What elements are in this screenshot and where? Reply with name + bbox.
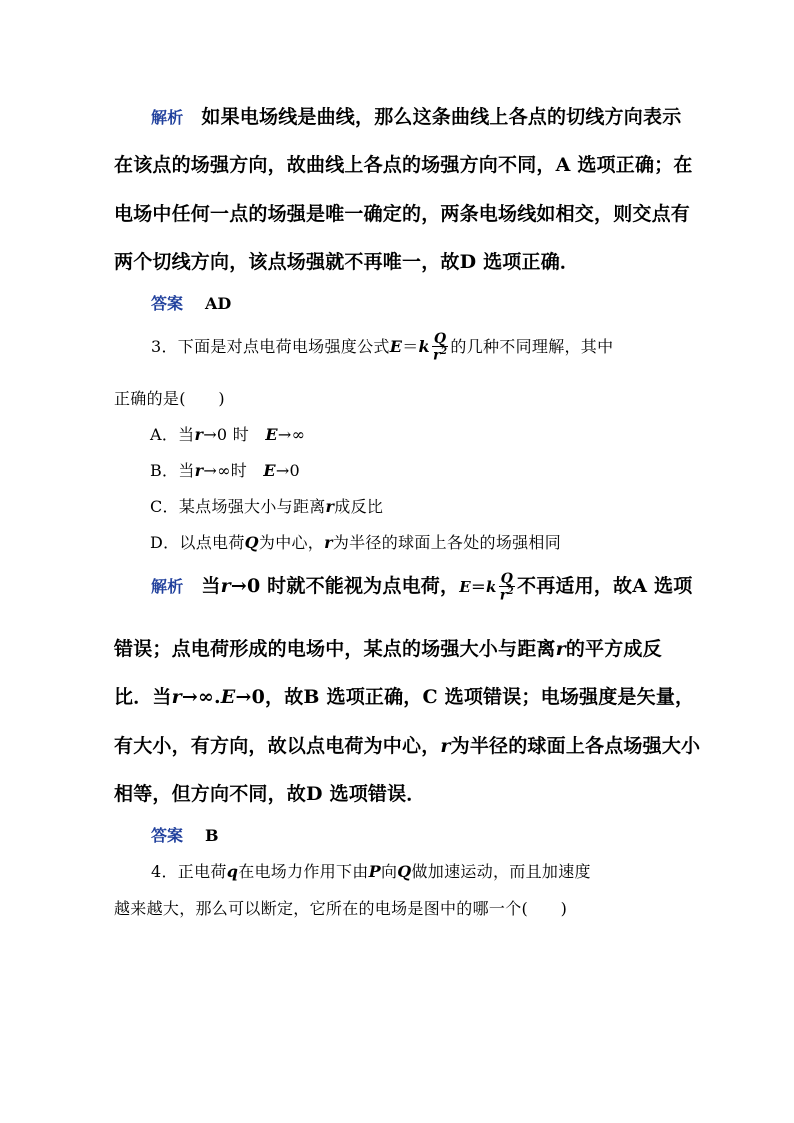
answer-label: 答案: [151, 294, 184, 313]
q3-stem-pre: 3．下面是对点电荷电场强度公式: [151, 336, 390, 356]
q3-formula-k: k: [418, 336, 430, 356]
q2-answer-line: [151, 291, 231, 314]
q3-formula-fraction: [432, 332, 449, 363]
q3-answer-value: B: [205, 826, 219, 845]
q3-frac-den: $r^2$: [433, 347, 448, 364]
q3-frac-num: Q: [433, 331, 447, 347]
q3-analysis-fraction: $\frac{Q}{r^2}$: [499, 570, 514, 604]
q3-analysis-line-1: 解析 当r→0 时就不能视为点电荷，E＝k $\frac{Q}{r^2}$ 不再适用，故A 选项: [151, 570, 693, 604]
q2-analysis-line-2: 在该点的场强方向，故曲线上各点的场强方向不同，A 选项正确；在: [114, 154, 693, 176]
answer-label: 答案: [151, 826, 184, 845]
q3-stem-line-2: 正确的是( ): [114, 389, 225, 408]
q2-analysis-line-1: [151, 102, 681, 129]
q2-analysis-line-3: 电场中任何一点的场强是唯一确定的，两条电场线如相交，则交点有: [114, 203, 691, 225]
q3-analysis-line-5: 相等，但方向不同，故D 选项错误．: [114, 783, 426, 805]
q3-formula-E: E: [389, 336, 403, 356]
q2-analysis-text-1: 如果电场线是曲线，那么这条曲线上各点的切线方向表示: [201, 106, 682, 128]
q3-analysis-line-3: 比．当r→∞.E→0，故B 选项正确，C 选项错误；电场强度是矢量，: [114, 686, 695, 708]
analysis-label: 解析: [151, 108, 184, 127]
q3-analysis-line-4: 有大小，有方向，故以点电荷为中心，r为半径的球面上各点场强大小: [114, 735, 701, 757]
q3-option-c: C．某点场强大小与距离r成反比: [150, 497, 384, 516]
q3-option-a: A．当r→0 时 E→∞: [150, 425, 306, 444]
q3-stem-post: 的几种不同理解，其中: [450, 336, 614, 356]
q3-stem-line-1: [151, 332, 613, 363]
q3-analysis-line-2: 错误；点电荷形成的电场中，某点的场强大小与距离r的平方成反: [114, 638, 662, 660]
q2-analysis-line-4: 两个切线方向，该点场强就不再唯一，故D 选项正确．: [114, 251, 580, 273]
q4-stem-line-1: 4．正电荷q在电场力作用下由P向Q做加速运动，而且加速度: [151, 862, 591, 881]
q4-stem-line-2: 越来越大，那么可以断定，它所在的电场是图中的哪一个( ): [114, 899, 568, 918]
q2-answer-value: AD: [205, 294, 232, 313]
q3-option-d: D．以点电荷Q为中心，r为半径的球面上各处的场强相同: [150, 533, 562, 552]
analysis-label: 解析: [151, 577, 184, 596]
q3-formula-eq: ＝: [402, 336, 419, 356]
q3-option-b: B．当r→∞时 E→0: [150, 461, 301, 480]
q3-answer-line: [151, 823, 219, 846]
